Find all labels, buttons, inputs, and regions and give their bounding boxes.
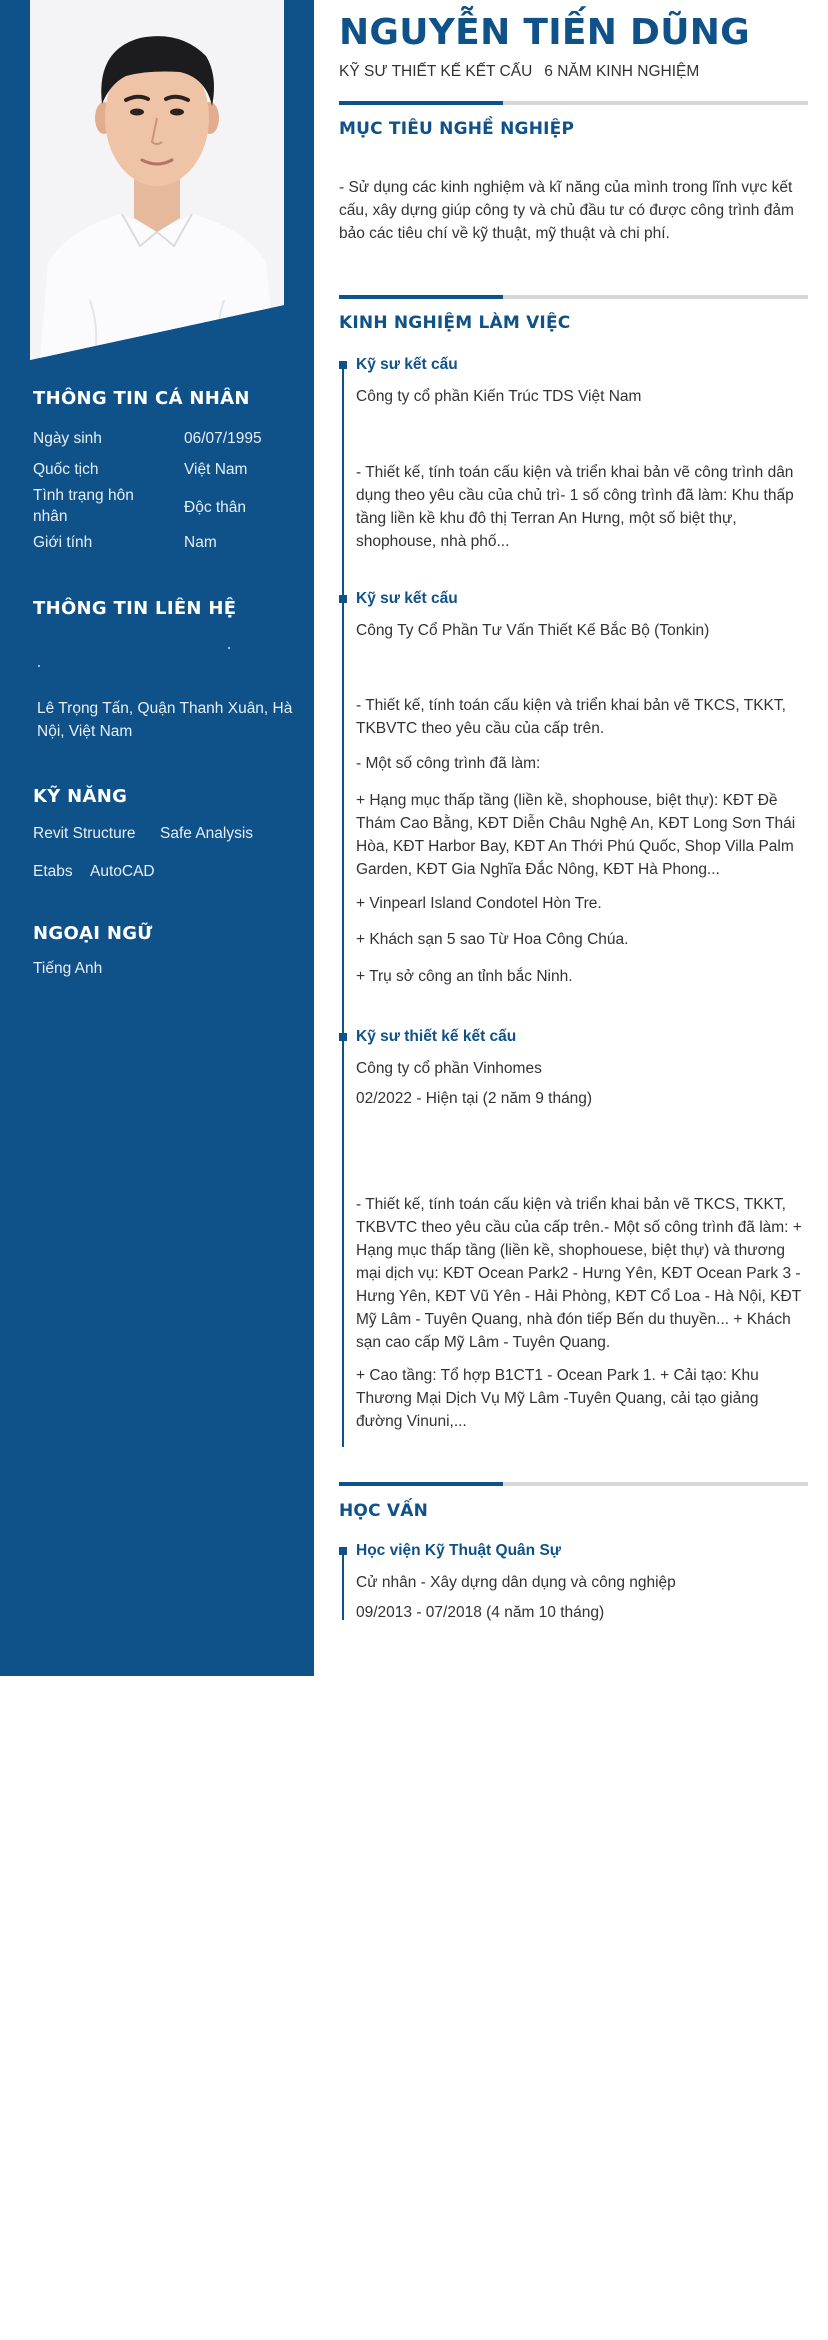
info-label: Giới tính (33, 534, 93, 551)
section-divider (339, 101, 808, 105)
personal-info-heading (33, 388, 293, 409)
objective-title: MỤC TIÊU NGHỀ NGHIỆP (339, 119, 575, 139)
contact-marker (38, 665, 40, 667)
education-title: HỌC VẤN (339, 1501, 429, 1521)
job-description: - Thiết kế, tính toán cấu kiện và triển khai bản vẽ TKCS, TKKT, TKBVTC theo yêu cầu của cấp trên. (356, 697, 786, 737)
sidebar (0, 0, 314, 1676)
job-description: - Một số công trình đã làm: (356, 755, 541, 772)
experience-title: KINH NGHIỆM LÀM VIỆC (339, 313, 571, 333)
skill-item: AutoCAD (90, 863, 155, 880)
objective-text: - Sử dụng các kinh nghiệm và kĩ năng của mình trong lĩnh vực kết cấu, xây dựng giúp công ty và chủ đầu tư có được công trình đảm bảo các tiêu chí về kỹ thuật, mỹ thuật và chi phí. (339, 179, 794, 242)
job-role: Kỹ sư thiết kế kết cấu (356, 1028, 517, 1045)
language-item: Tiếng Anh (33, 960, 103, 977)
degree: Cử nhân - Xây dựng dân dụng và công nghiệp (356, 1574, 676, 1591)
skill-item: Safe Analysis (160, 825, 254, 842)
skills-heading-text: KỸ NĂNG (33, 786, 128, 807)
section-divider (339, 295, 808, 299)
job-description: - Thiết kế, tính toán cấu kiện và triển khai bản vẽ công trình dân dụng theo yêu cầu của chủ trì- 1 số công trình đã làm: Khu thấp tầng liền kề khu đô thị Terran An Hưng, một số biệt thự, shophouse, nhà phố... (356, 464, 794, 550)
profile-photo-frame (30, 0, 284, 360)
timeline-marker (339, 595, 347, 603)
job-description: + Cao tầng: Tổ hợp B1CT1 - Ocean Park 1. + Cải tạo: Khu Thương Mại Dịch Vụ Mỹ Lâm -Tuyên Quang, cải tạo giảng đường Vinuni,... (356, 1367, 759, 1430)
info-label: Quốc tịch (33, 461, 99, 478)
languages-heading-text: NGOẠI NGỮ (33, 923, 153, 944)
skills-heading (33, 786, 293, 807)
job-description: + Hạng mục thấp tầng (liền kề, shophouse, biệt thự): KĐT Đề Thám Cao Bằng, KĐT Diễn Châu Nghệ An, KĐT Long Sơn Thái Hòa, KĐT Harbor Bay, KĐT An Thới Phú Quốc, Shop Villa Palm Garden, KĐT Gia Nghĩa Đắc Nông, KĐT Hà Phong... (356, 792, 796, 878)
job-description: + Khách sạn 5 sao Từ Hoa Công Chúa. (356, 931, 629, 948)
school-name: Học viện Kỹ Thuật Quân Sự (356, 1542, 562, 1559)
contact-marker (228, 647, 230, 649)
timeline-marker (339, 361, 347, 369)
job-description: + Vinpearl Island Condotel Hòn Tre. (356, 895, 602, 912)
contact-info-heading-text: THÔNG TIN LIÊN HỆ (33, 598, 237, 619)
personal-info-heading-text: THÔNG TIN CÁ NHÂN (33, 388, 250, 409)
contact-info-heading (33, 598, 293, 619)
experience-timeline (342, 365, 344, 1447)
job-description: - Thiết kế, tính toán cấu kiện và triển khai bản vẽ TKCS, TKKT, TKBVTC theo yêu cầu của cấp trên.- Một số công trình đã làm: + Hạng mục thấp tầng (liền kề, shophouese, biệt thự) và thương mại dịch vụ: KĐT Ocean Park2 - Hưng Yên, KĐT Ocean Park 3 - Hưng Yên, KĐT Vũ Yên - Hải Phòng, KĐT Cổ Loa - Hà Nội, KĐT Mỹ Lâm - Tuyên Quang, nhà đón tiếp Bến du thuyền... + Khách sạn cao cấp Mỹ Lâm - Tuyên Quang. (356, 1196, 802, 1351)
job-company: Công Ty Cổ Phần Tư Vấn Thiết Kế Bắc Bộ (Tonkin) (356, 622, 710, 639)
info-value: Nam (184, 534, 217, 551)
address-text: Lê Trọng Tấn, Quận Thanh Xuân, Hà Nội, Việt Nam (37, 700, 293, 740)
job-description: + Trụ sở công an tỉnh bắc Ninh. (356, 968, 573, 985)
job-role: Kỹ sư kết cấu (356, 356, 458, 373)
education-period: 09/2013 - 07/2018 (4 năm 10 tháng) (356, 1604, 605, 1621)
info-value: Độc thân (184, 499, 247, 516)
job-company: Công ty cổ phần Kiến Trúc TDS Việt Nam (356, 388, 642, 405)
info-label: Tình trạng hôn nhân (33, 487, 134, 525)
info-value: Việt Nam (184, 461, 248, 478)
section-divider (339, 1482, 808, 1486)
education-timeline (342, 1550, 344, 1620)
skill-item: Revit Structure (33, 825, 136, 842)
info-value: 06/07/1995 (184, 430, 262, 447)
languages-heading (33, 923, 293, 944)
job-company: Công ty cổ phần Vinhomes (356, 1060, 542, 1077)
job-position: KỸ SƯ THIẾT KẾ KẾT CẤU (339, 63, 533, 80)
candidate-subtitle (339, 63, 699, 81)
skill-item: Etabs (33, 863, 73, 880)
job-role: Kỹ sư kết cấu (356, 590, 458, 607)
candidate-name: NGUYỄN TIẾN DŨNG (339, 12, 751, 53)
experience-years: 6 NĂM KINH NGHIỆM (544, 63, 700, 80)
timeline-marker (339, 1547, 347, 1555)
avatar (30, 0, 284, 360)
timeline-marker (339, 1033, 347, 1041)
job-period: 02/2022 - Hiện tại (2 năm 9 tháng) (356, 1090, 593, 1107)
info-label: Ngày sinh (33, 430, 102, 447)
